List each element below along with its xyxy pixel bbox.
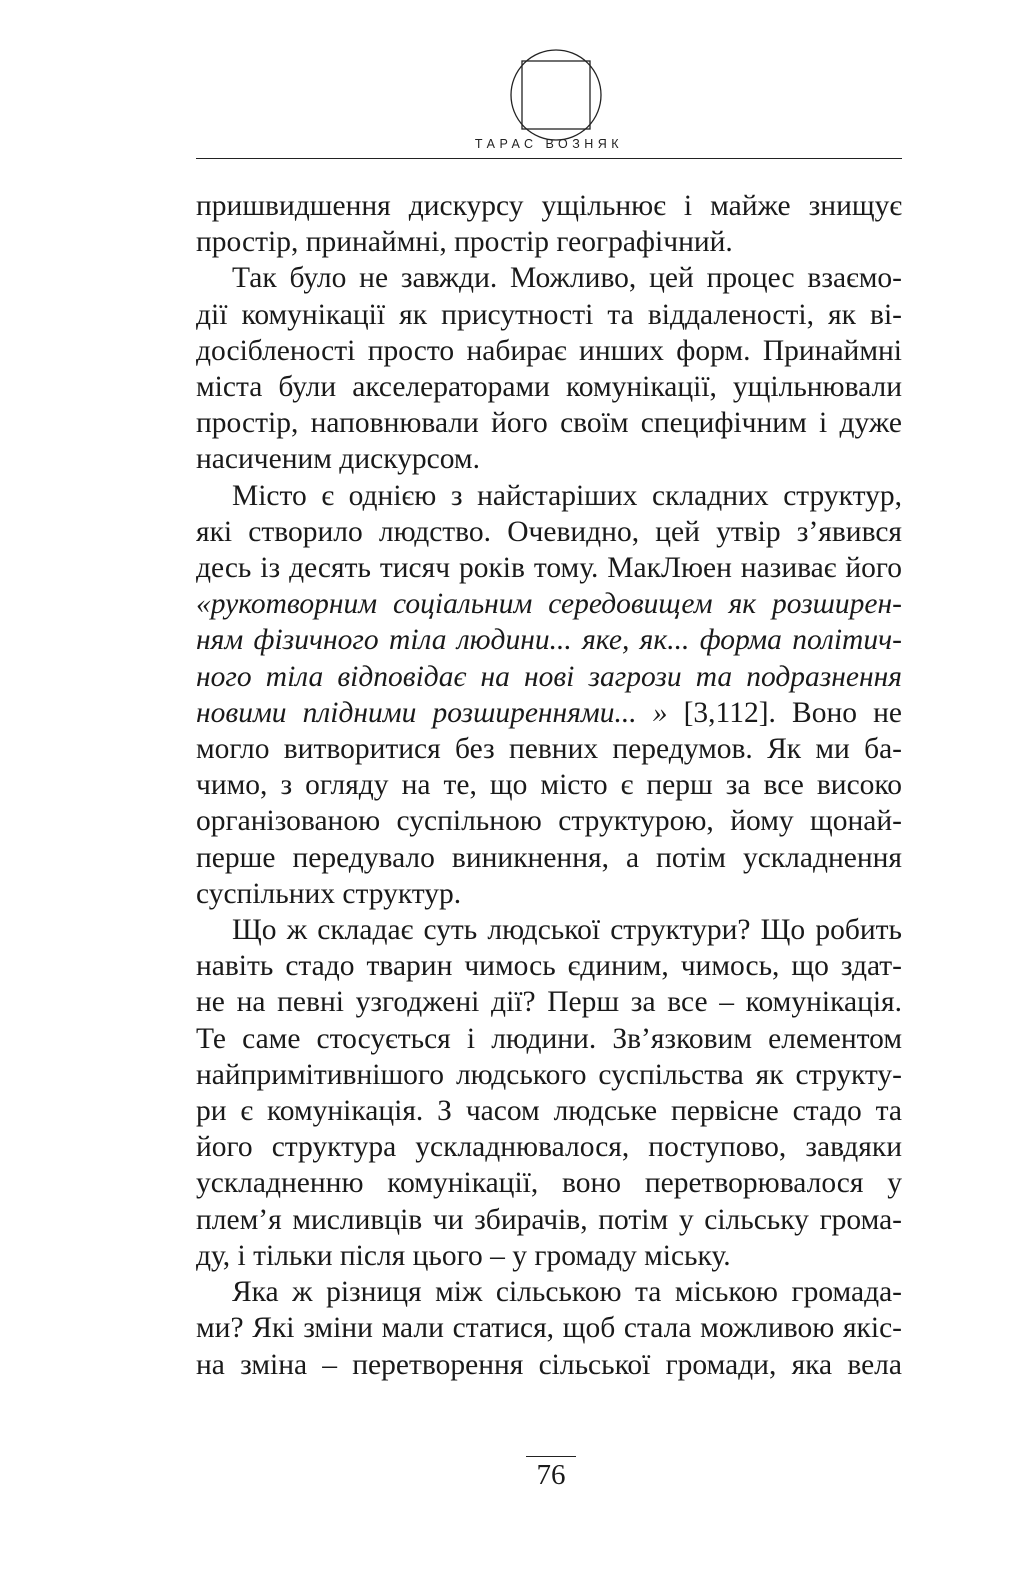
- text-line: найпримітивнішого людського суспільства як структу-: [196, 1058, 902, 1091]
- text-line: Те саме стосується і людини. Зв’язковим елементом: [196, 1022, 902, 1055]
- quote-text: «рукотворним соціальним середовищем як розширен-: [196, 588, 902, 621]
- text-line: досібленості просто набирає инших форм. Принаймні: [196, 334, 902, 367]
- quote-line: [196, 622, 902, 658]
- page-number-rule: [526, 1456, 576, 1457]
- text-line: чимо, з огляду на те, що місто є перш за все високо: [196, 769, 902, 802]
- page-number: 76: [536, 1459, 566, 1491]
- text-line: Що ж складає суть людської структури? Що робить: [232, 914, 902, 947]
- text-line: простір, принаймні, простір географічний.: [196, 226, 733, 259]
- text-line: могло витворитися без певних передумов. Як ми ба-: [196, 733, 902, 766]
- text-line: ри є комунікація. З часом людське первісне стадо та: [196, 1095, 902, 1128]
- circle-square-emblem-icon: [509, 48, 603, 142]
- running-head-author: ТАРАС ВОЗНЯК: [474, 137, 624, 151]
- quote-text: ням фізичного тіла людини... яке, як... форма політич-: [196, 624, 902, 657]
- text-line: його структура ускладнювалося, поступово, завдяки: [196, 1131, 902, 1164]
- text-line: перше передувало виникнення, а потім ускладнення: [196, 841, 902, 874]
- quote-line: [196, 586, 902, 622]
- text-line: суспільних структур.: [196, 877, 462, 910]
- quote-line: [196, 659, 902, 695]
- quote-line: [196, 695, 902, 731]
- text-line: Яка ж різниця між сільською та міською громада-: [232, 1276, 902, 1309]
- quote-text: ного тіла відповідає на нові загрози та подразнення: [196, 660, 902, 693]
- paragraph: [196, 478, 902, 912]
- text-line: насиченим дискурсом.: [196, 443, 480, 476]
- text-line: міста були акселераторами комунікації, ущільнювали: [196, 371, 902, 404]
- text-line: ми? Які зміни мали статися, щоб стала можливою якіс-: [196, 1312, 902, 1345]
- text-line: десь із десять тисяч років тому. МакЛюен називає його: [196, 552, 902, 585]
- citation-text: [3,112]. Воно не: [667, 696, 902, 729]
- text-line: Так було не завжди. Можливо, цей процес взаємо-: [232, 262, 902, 295]
- paragraph: [196, 912, 902, 1274]
- text-line: ускладненню комунікації, воно перетворювалося у: [196, 1167, 902, 1200]
- text-line: ду, і тільки після цього – у громаду міську.: [196, 1239, 731, 1272]
- text-line: які створило людство. Очевидно, цей утвір з’явився: [196, 515, 902, 548]
- text-line: дії комунікації як присутності та віддаленості, як ві-: [196, 298, 902, 331]
- quote-text: новими плідними розширеннями... »: [196, 696, 668, 729]
- text-line: пришвидшення дискурсу ущільнює і майже знищує: [196, 190, 902, 222]
- text-line: Місто є однією з найстаріших складних структур,: [232, 479, 902, 512]
- paragraph: [196, 188, 902, 260]
- body-text: [196, 188, 902, 1383]
- text-line: на зміна – перетворення сільської громади, яка вела: [196, 1348, 902, 1381]
- paragraph: [196, 260, 902, 477]
- text-line: організованою суспільною структурою, йому щонай-: [196, 805, 902, 838]
- text-line: простір, наповнювали його своїм специфічним і дуже: [196, 407, 902, 440]
- text-line: не на певні узгоджені дії? Перш за все – комунікація.: [196, 986, 902, 1019]
- text-line: плем’я мисливців чи збирачів, потім у сільську грома-: [196, 1203, 902, 1236]
- text-line: навіть стадо тварин чимось єдиним, чимось, що здат-: [196, 950, 902, 983]
- paragraph: [196, 1274, 902, 1383]
- header-rule: [196, 158, 902, 159]
